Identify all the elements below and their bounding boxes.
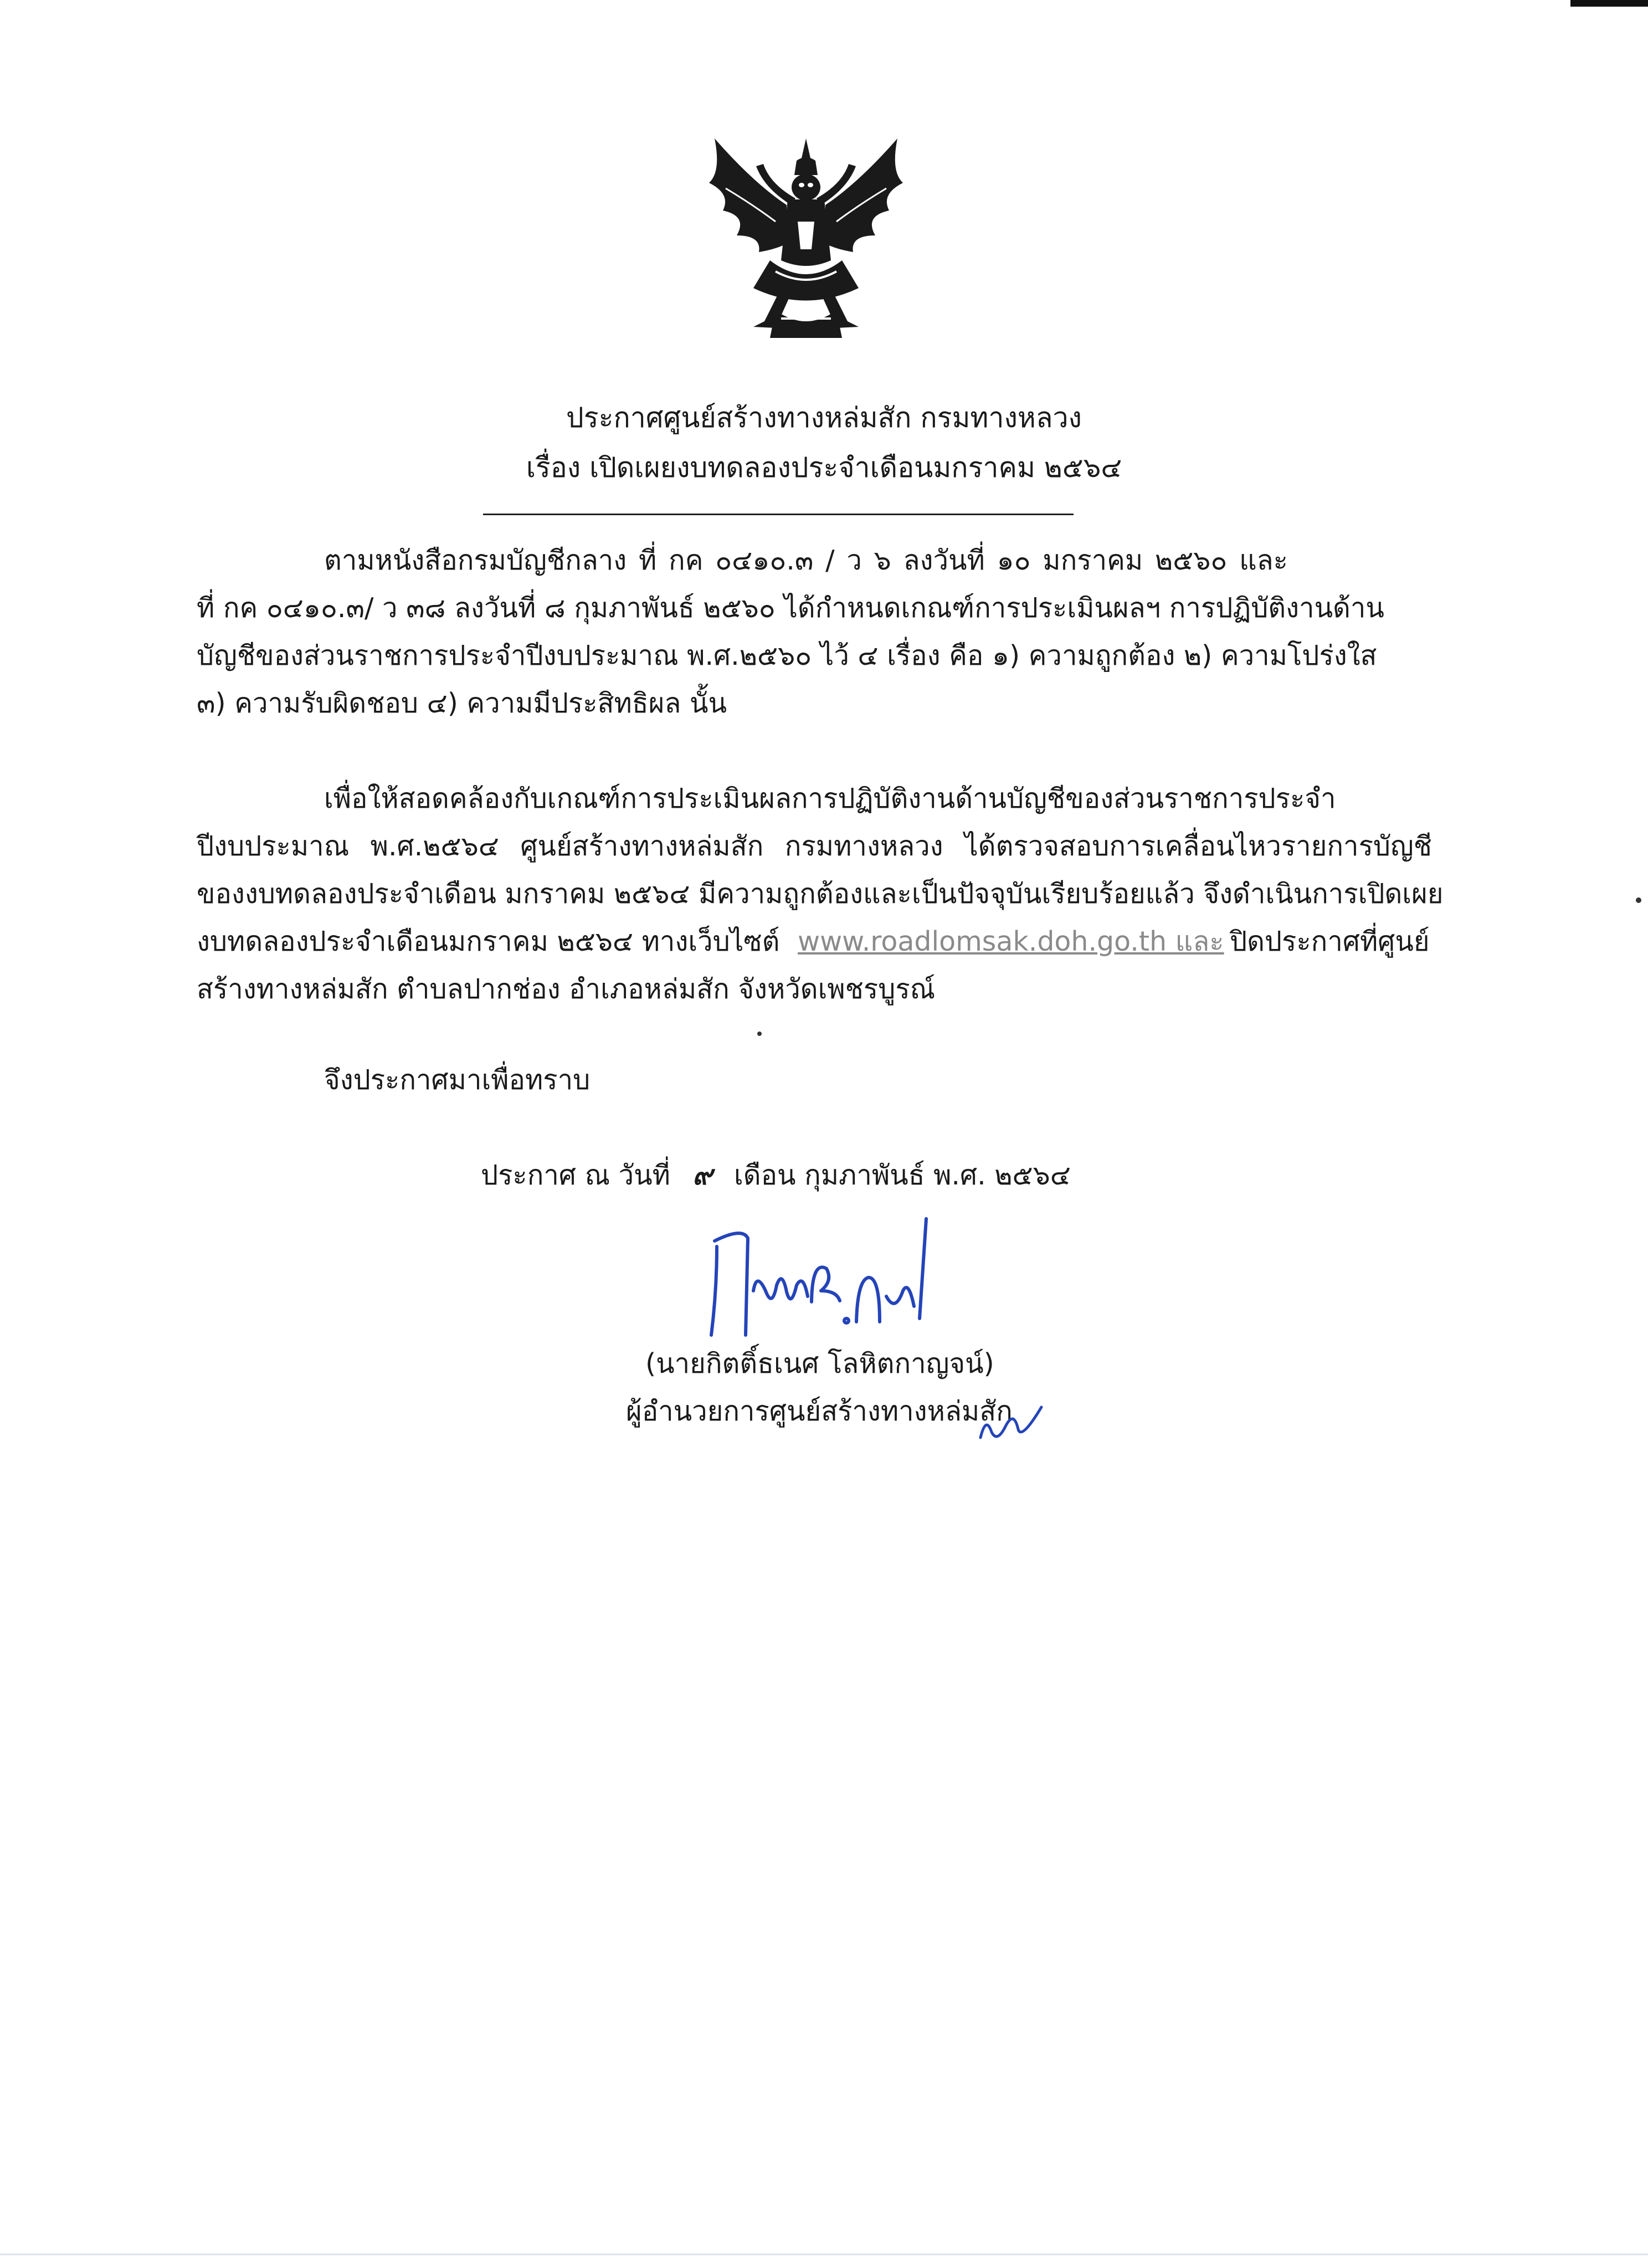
garuda-emblem-icon	[692, 122, 920, 349]
paragraph-2-line: ของงบทดลองประจำเดือน มกราคม ๒๕๖๔ มีความถูกต้องและเป็นปัจจุบันเรียบร้อยแล้ว จึงดำเนินการเปิดเผย	[197, 878, 1444, 910]
date-line-suffix: เดือน กุมภาพันธ์ พ.ศ. ๒๕๖๔	[734, 1159, 1071, 1191]
scan-edge-mark	[1570, 0, 1648, 7]
paragraph-1-line: บัญชีของส่วนราชการประจำปีงบประมาณ พ.ศ.๒๕๖๐ ไว้ ๔ เรื่อง คือ ๑) ความถูกต้อง ๒) ความโปร่งใส	[197, 640, 1377, 671]
website-link[interactable]: www.roadlomsak.doh.go.th และ	[798, 926, 1224, 957]
date-line-prefix: ประกาศ ณ วันที่	[481, 1159, 670, 1191]
date-day: ๙	[692, 1159, 712, 1191]
paragraph-2-line: สร้างทางหล่มสัก ตำบลปากช่อง อำเภอหล่มสัก จังหวัดเพชรบูรณ์	[197, 973, 936, 1005]
paragraph-2-line: งบทดลองประจำเดือนมกราคม ๒๕๖๔ ทางเว็บไซต์	[197, 926, 780, 957]
scan-bottom-edge	[0, 2254, 1648, 2255]
signatory-position: ผู้อำนวยการศูนย์สร้างทางหล่มสัก	[626, 1395, 1013, 1427]
paragraph-1-line: ที่ กค ๐๔๑๐.๓/ ว ๓๘ ลงวันที่ ๘ กุมภาพันธ์ ๒๕๖๐ ได้กำหนดเกณฑ์การประเมินผลฯ การปฏิบัติงานด้าน	[197, 592, 1384, 624]
closing-text: จึงประกาศมาเพื่อทราบ	[324, 1064, 591, 1096]
announcement-subject: เรื่อง เปิดเผยงบทดลองประจำเดือนมกราคม ๒๕๖๔	[526, 451, 1122, 484]
paragraph-2-line: เพื่อให้สอดคล้องกับเกณฑ์การประเมินผลการปฏิบัติงานด้านบัญชีของส่วนราชการประจำ	[324, 783, 1336, 814]
scan-speck	[1636, 897, 1641, 903]
signatory-name: (นายกิตติ์ธเนศ โลหิตกาญจน์)	[645, 1348, 994, 1379]
scan-speck	[757, 1032, 762, 1036]
announcement-title: ประกาศศูนย์สร้างทางหล่มสัก กรมทางหลวง	[566, 402, 1082, 434]
initials-mark-icon	[975, 1399, 1047, 1449]
paragraph-1-line: ตามหนังสือกรมบัญชีกลาง ที่ กค ๐๔๑๐.๓ / ว ๖ ลงวันที่ ๑๐ มกราคม ๒๕๖๐ และ	[324, 545, 1288, 576]
paragraph-2-line: ปีงบประมาณ พ.ศ.๒๕๖๔ ศูนย์สร้างทางหล่มสัก กรมทางหลวง ได้ตรวจสอบการเคลื่อนไหวรายการบัญชี	[197, 830, 1432, 862]
paragraph-2-line: ปิดประกาศที่ศูนย์	[1230, 926, 1430, 957]
title-divider	[483, 514, 1074, 515]
handwritten-signature-icon	[704, 1208, 964, 1352]
paragraph-1-line: ๓) ความรับผิดชอบ ๔) ความมีประสิทธิผล นั้น	[197, 687, 727, 719]
